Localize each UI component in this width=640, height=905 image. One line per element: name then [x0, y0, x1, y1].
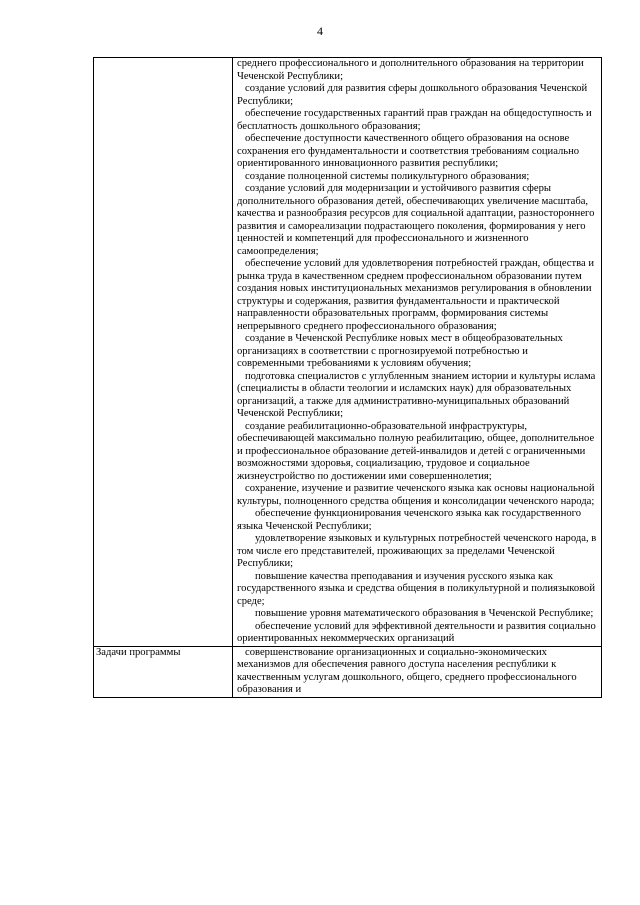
paragraph: создание в Чеченской Республике новых мест в общеобразовательных организациях в соответствии с прогнозируемой потребностью и современными требованиями к условиям обучения; — [237, 333, 563, 369]
row-label-cell — [94, 58, 233, 647]
page-number: 4 — [317, 24, 323, 38]
program-passport-table — [93, 57, 602, 698]
paragraph: совершенствование организационных и социально-экономических механизмов для обеспечения равного доступа населения республики к качественным услугам дошкольного, общего, среднего профессионального образования и — [237, 646, 577, 695]
paragraph: создание условий для развития сферы дошкольного образования Чеченской Республики; — [237, 83, 588, 107]
paragraph: создание условий для модернизации и устойчивого развития сферы дополнительного образования детей, обеспечивающих увеличение масштаба, качества и разнообразия ресурсов для социальной адаптации, разностороннего развития и самореализации подрастающего поколения, формирования у него ценностей и компетенций для профессионального и жизненного самоопределения; — [237, 183, 595, 257]
table-row — [94, 646, 602, 697]
paragraph: подготовка специалистов с углубленным знанием истории и культуры ислама (специалисты в области теологии и исламских наук) для образовательных организаций, а также для административно-муниципальных образований Чеченской Республики; — [237, 370, 596, 419]
row-label-cell: Задачи программы — [94, 646, 233, 697]
paragraph: среднего профессионального и дополнительного образования на территории Чеченской Республики; — [237, 58, 584, 82]
paragraph: обеспечение государственных гарантий прав граждан на общедоступность и бесплатность дошкольного образования; — [237, 108, 592, 132]
paragraph: обеспечение доступности качественного общего образования на основе сохранения его фундаментальности и соответствия требованиям социально ориентированного инновационного развития республики; — [237, 133, 580, 169]
paragraph: сохранение, изучение и развитие чеченского языка как основы национальной культуры, полноценного средства общения и консолидации чеченского народа; — [237, 483, 595, 507]
paragraph: повышение качества преподавания и изучения русского языка как государственного языка и средства общения в поликультурной и полиязыковой среде; — [237, 570, 596, 607]
paragraph: обеспечение условий для удовлетворения потребностей граждан, общества и рынка труда в качественном среднем профессиональном образовании путем создания новых институциональных механизмов регулирования в обновлении структуры и содержания, развития фундаментальности и практической направленности образовательных программ, формирования системы непрерывного среднего профессионального образования; — [237, 258, 594, 332]
paragraph: обеспечение функционирования чеченского языка как государственного языка Чеченской Республики; — [237, 508, 582, 532]
goals-content-cell — [233, 58, 602, 647]
paragraph: повышение уровня математического образования в Чеченской Республике; — [255, 608, 594, 619]
tasks-content-cell — [233, 646, 602, 697]
paragraph: удовлетворение языковых и культурных потребностей чеченского народа, в том числе его представителей, проживающих за пределами Чеченской Республики; — [237, 533, 597, 569]
paragraph: обеспечение условий для эффективной деятельности и развития социально ориентированных некоммерческих организаций — [237, 620, 596, 644]
paragraph: создание реабилитационно-образовательной инфраструктуры, обеспечивающей максимально полную реабилитацию, общее, дополнительное и профессиональное образование детей-инвалидов и детей с ограниченными возможностями здоровья, социализацию, трудовое и социальное жизнеустройство по достижении ими совершеннолетия; — [237, 420, 595, 482]
table-row — [94, 58, 602, 647]
paragraph: создание полноценной системы поликультурного образования; — [245, 170, 530, 182]
